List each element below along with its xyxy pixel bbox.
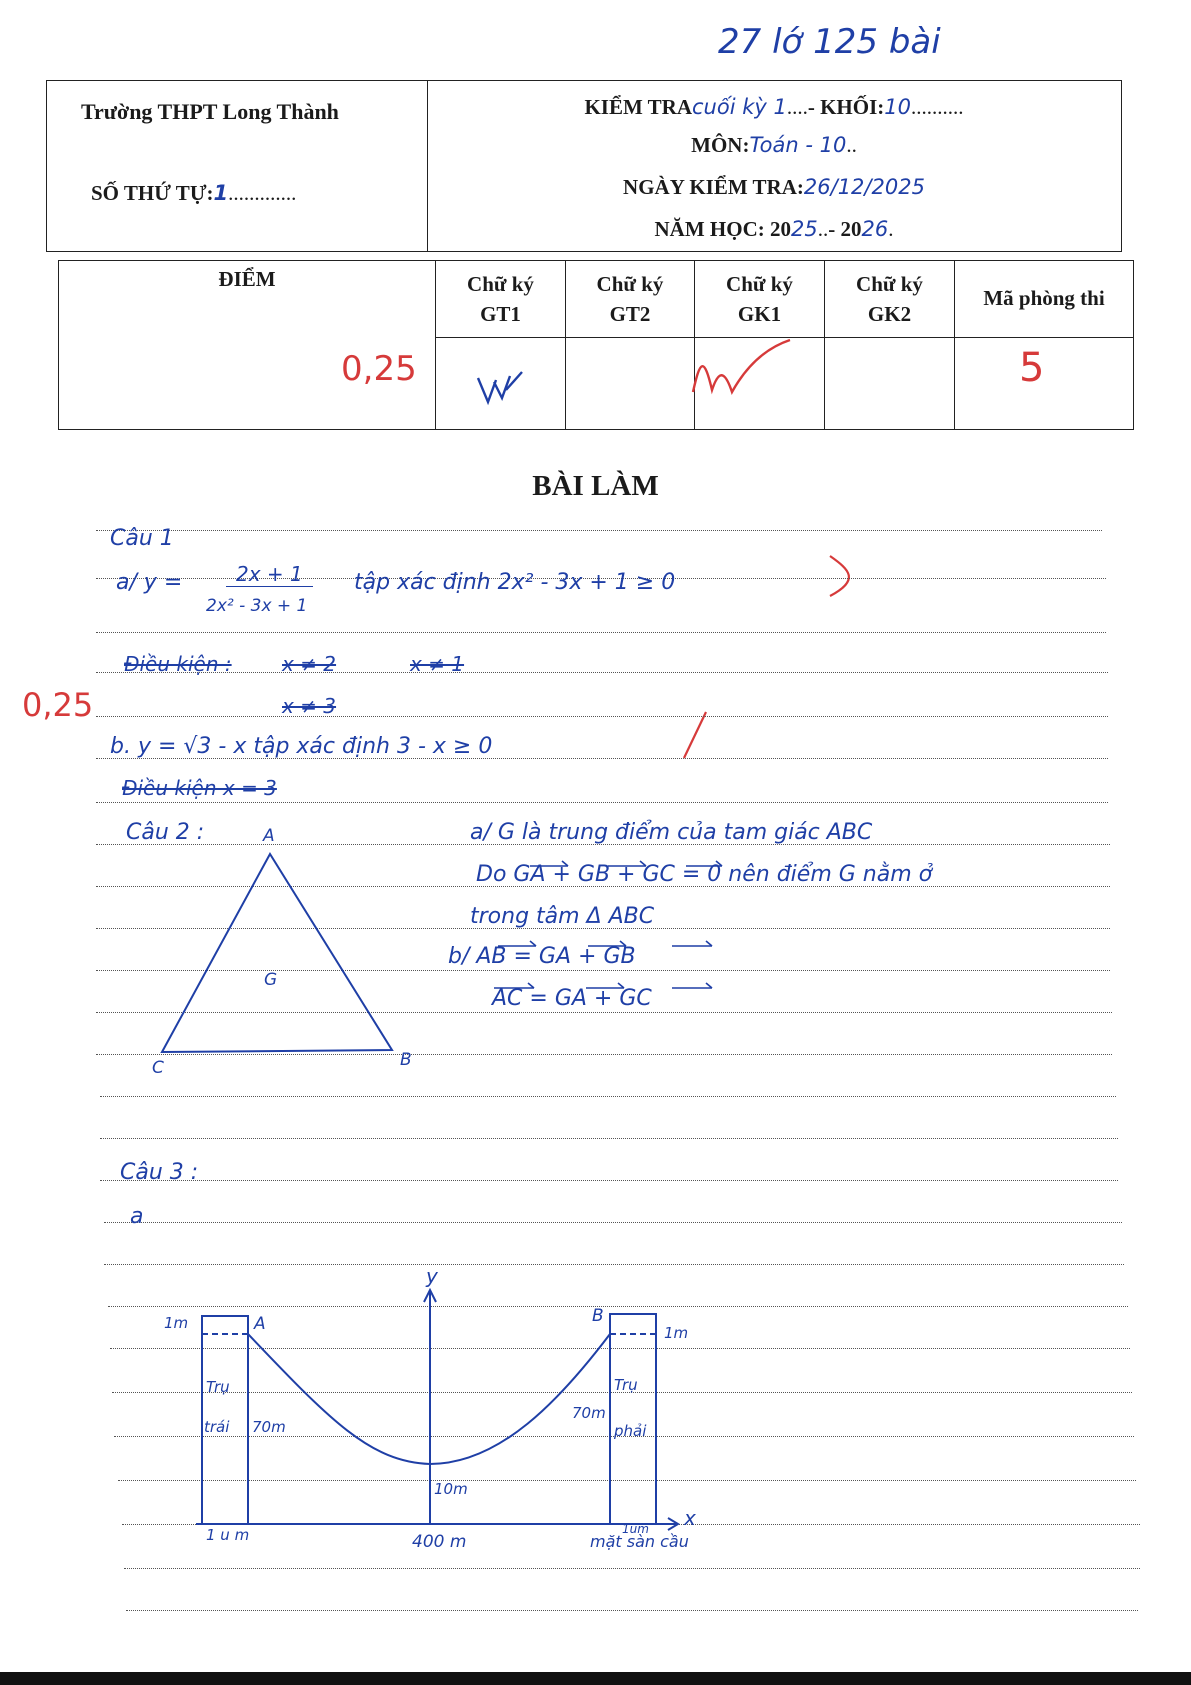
- namhoc-mid: - 20: [828, 217, 862, 241]
- q3-a: a: [130, 1204, 144, 1229]
- mon-value: Toán - 10: [749, 133, 847, 157]
- sig-gt1-line2: GT1: [480, 302, 521, 326]
- sig-gk1-line1: Chữ ký: [726, 272, 793, 296]
- ngay-label: NGÀY KIỂM TRA:: [623, 175, 804, 199]
- diem-label: ĐIỂM: [218, 267, 276, 291]
- stt-value: 1: [213, 181, 229, 205]
- q1-a-domain: tập xác định 2x² - 3x + 1 ≥ 0: [354, 570, 676, 595]
- span-length: 400 m: [412, 1532, 467, 1552]
- sig-gt2-line1: Chữ ký: [596, 272, 664, 296]
- right-pillar: [610, 1314, 656, 1524]
- school-name: Trường THPT Long Thành: [81, 99, 339, 124]
- mon-label: MÔN:: [691, 133, 750, 157]
- tri-vertex-b: B: [400, 1050, 412, 1070]
- top-note: 27 lớ 125 bài: [718, 22, 941, 62]
- exam-label: KIỂM TRA: [584, 95, 693, 119]
- y-axis-label: y: [426, 1264, 438, 1288]
- ngay-value: 26/12/2025: [803, 175, 925, 199]
- room-label: Mã phòng thi: [983, 286, 1105, 310]
- left-height: 70m: [252, 1418, 286, 1436]
- exam-value: cuối kỳ 1: [692, 95, 787, 119]
- namhoc-label: NĂM HỌC: 20: [654, 217, 791, 241]
- q1-a-numerator: 2x + 1: [226, 562, 313, 587]
- sig-gk1-line2: GK1: [737, 302, 782, 326]
- q3-label: Câu 3 :: [120, 1160, 199, 1185]
- sig-gk2-line2: GK2: [867, 302, 912, 326]
- section-title: BÀI LÀM: [532, 470, 659, 502]
- q1-a-denominator: 2x² - 3x + 1: [206, 596, 308, 616]
- q2-a-line1: a/ G là trung điểm của tam giác ABC: [470, 820, 873, 845]
- min-height: 10m: [434, 1480, 468, 1498]
- q1-a-prefix: a/ y =: [116, 570, 183, 595]
- exam-title-row: KIỂM TRAcuối kỳ 1....- KHỐI:10..........: [584, 95, 964, 119]
- q2-a-line3: trong tâm Δ ABC: [470, 904, 655, 929]
- point-b: B: [592, 1306, 604, 1326]
- right-pillar-label-1: Trụ: [614, 1376, 638, 1394]
- left-top-1m: 1m: [164, 1314, 189, 1332]
- q1-b: b. y = √3 - x tập xác định 3 - x ≥ 0: [110, 734, 493, 759]
- school-year-row: NĂM HỌC: 2025..- 2026.: [654, 217, 894, 241]
- q1-condition-2: x ≠ 1: [410, 652, 465, 676]
- stt-label: SỐ THỨ TỰ:: [91, 181, 214, 205]
- left-pillar-label-1: Trụ: [206, 1378, 230, 1396]
- tri-vertex-a: A: [263, 826, 275, 846]
- sig-gt2-line2: GT2: [609, 302, 651, 326]
- stt-row: SỐ THỨ TỰ:1.............: [91, 181, 297, 205]
- q1-b-condition-text: Điều kiện x = 3: [122, 776, 277, 800]
- sig-gk2-line1: Chữ ký: [856, 272, 923, 296]
- right-base-width: 1um: [622, 1522, 649, 1536]
- q2-a-line2: Do GA + GB + GC = 0 nên điểm G nằm ở: [476, 862, 933, 887]
- right-height: 70m: [572, 1404, 606, 1422]
- q2-b-line2: AC = GA + GC: [492, 986, 652, 1011]
- left-base-width: 1 u m: [206, 1526, 250, 1544]
- scan-bottom-edge: [0, 1672, 1191, 1685]
- left-pillar-label-2: trái: [204, 1418, 230, 1436]
- x-axis-label: x: [684, 1506, 696, 1530]
- subject-row: MÔN:Toán - 10..: [691, 133, 857, 157]
- tri-vertex-c: C: [152, 1058, 164, 1078]
- right-pillar-label-2: phải: [614, 1422, 647, 1440]
- khoi-value: 10: [884, 95, 912, 119]
- margin-score: 0,25: [22, 686, 94, 724]
- score-value: 0,25: [341, 349, 417, 389]
- khoi-label: - KHỐI:: [807, 95, 885, 119]
- sig-gt1-line1: Chữ ký: [467, 272, 534, 296]
- point-a: A: [254, 1314, 266, 1334]
- right-top-1m: 1m: [664, 1324, 689, 1342]
- tri-centroid-g: G: [264, 970, 278, 990]
- q2-label: Câu 2 :: [126, 820, 205, 845]
- room-value: 5: [1019, 345, 1045, 391]
- namhoc-v1: 25: [791, 217, 818, 241]
- x-axis: [196, 1518, 678, 1530]
- q1-label: Câu 1: [110, 526, 174, 551]
- deck-label: mặt sàn cầu: [590, 1532, 689, 1551]
- namhoc-v2: 26: [861, 217, 889, 241]
- q1-condition-1: x ≠ 2: [282, 652, 337, 676]
- q1-condition-3: x ≠ 3: [282, 694, 337, 718]
- q2-b-line1: b/ AB = GA + GB: [448, 944, 636, 969]
- q1-condition-label: Điều kiện :: [124, 652, 232, 676]
